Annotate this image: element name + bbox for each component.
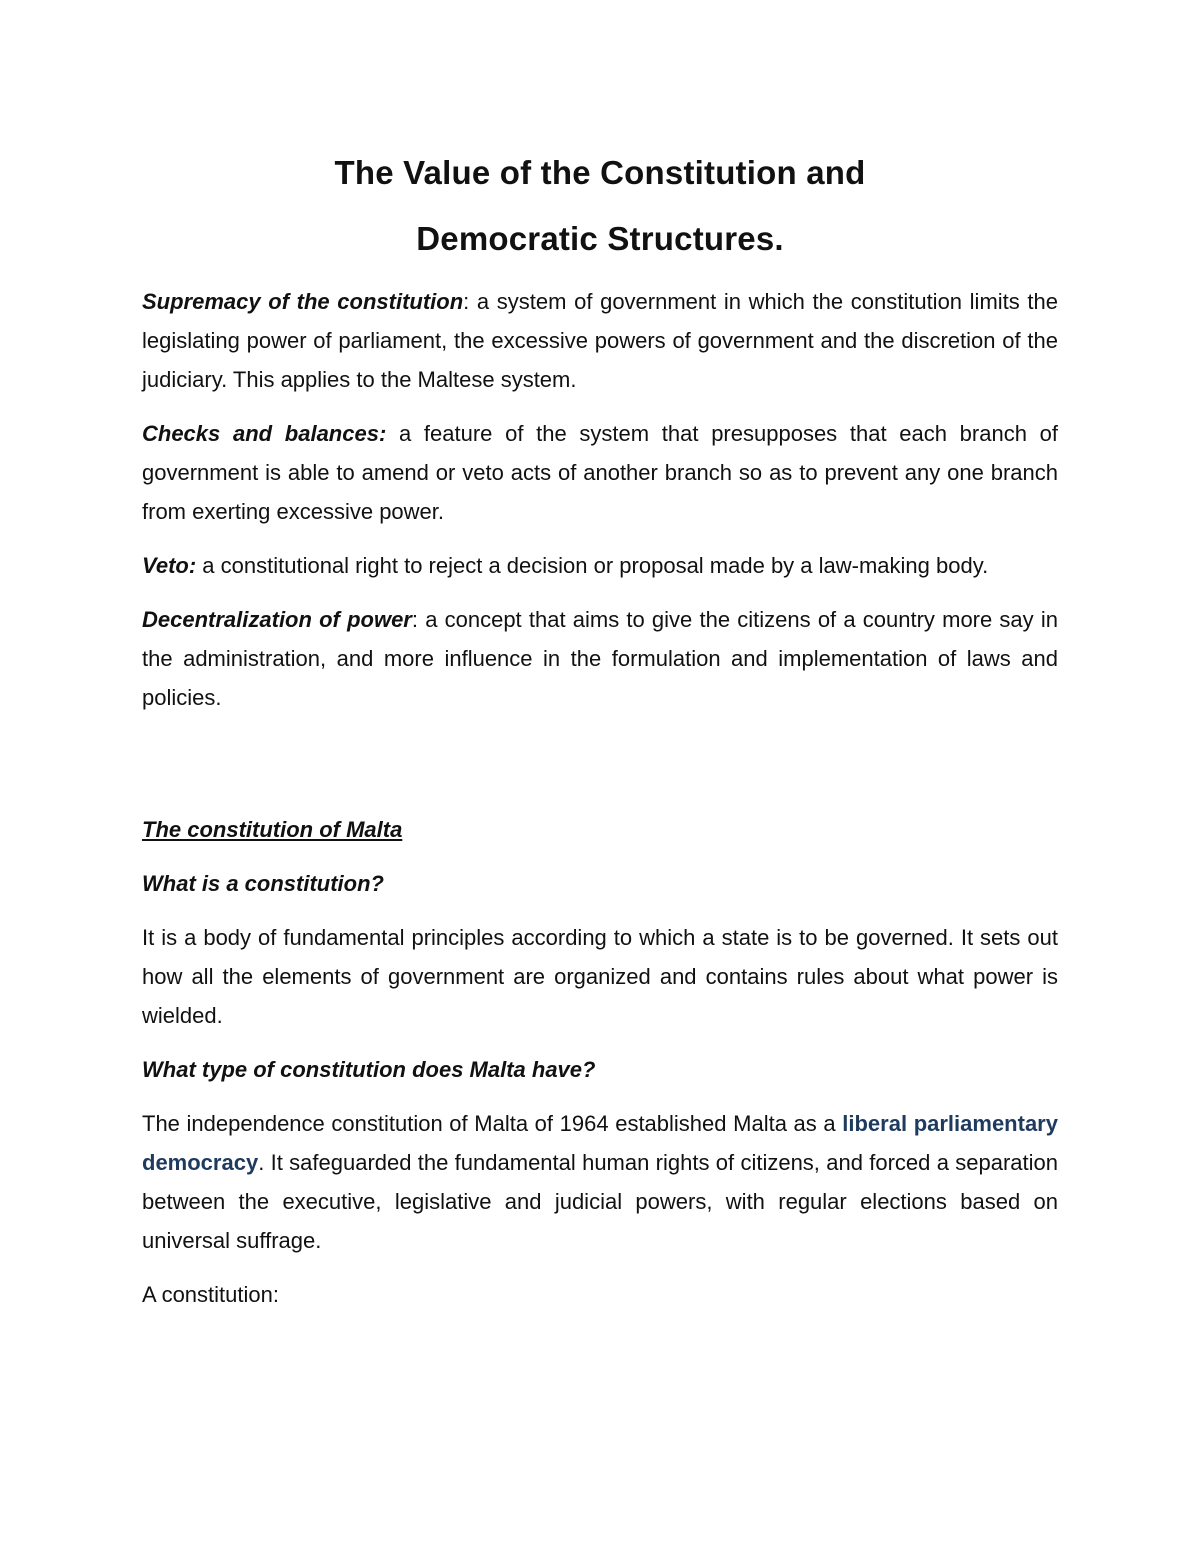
question-what-is-constitution: What is a constitution? bbox=[142, 871, 384, 896]
definition-term: Decentralization of power bbox=[142, 607, 412, 632]
title-line-2: Democratic Structures. bbox=[416, 220, 784, 257]
definition-term: Veto: bbox=[142, 553, 197, 578]
definition-checks-balances bbox=[142, 414, 1058, 531]
document-page bbox=[142, 140, 1058, 1329]
answer-text-before: The independence constitution of Malta of 1964 established Malta as a bbox=[142, 1111, 843, 1136]
question-type-of-constitution: What type of constitution does Malta have? bbox=[142, 1057, 596, 1082]
title-line-1: The Value of the Constitution and bbox=[334, 154, 866, 191]
definition-veto bbox=[142, 546, 1058, 585]
definition-separator: : bbox=[411, 607, 418, 632]
definition-term: Checks and balances: bbox=[142, 421, 387, 446]
page-title bbox=[142, 140, 1058, 272]
definition-text: a system of government in which the constitution limits the legislating power of parliament, the excessive powers of government and the discretion of the judiciary. This applies to the Maltese system. bbox=[142, 289, 1058, 392]
definition-text: a concept that aims to give the citizens of a country more say in the administration, and more influence in the formulation and implementation of laws and policies. bbox=[142, 607, 1058, 710]
definition-text: a constitutional right to reject a decision or proposal made by a law-making body. bbox=[196, 553, 989, 578]
constitution-list-intro: A constitution: bbox=[142, 1282, 279, 1307]
definition-decentralization bbox=[142, 600, 1058, 717]
definition-supremacy bbox=[142, 282, 1058, 399]
definition-separator: : bbox=[463, 289, 470, 314]
answer-what-is-constitution: It is a body of fundamental principles according to which a state is to be governed. It sets out how all the elements of government are organized and contains rules about what power is wielded. bbox=[142, 925, 1058, 1028]
highlighted-term: liberal parliamentary democracy bbox=[142, 1111, 1058, 1175]
definition-text: a feature of the system that presupposes that each branch of government is able to amend or veto acts of another branch so as to prevent any one branch from exerting excessive power. bbox=[142, 421, 1058, 524]
definition-term: Supremacy of the constitution bbox=[142, 289, 464, 314]
section-heading: The constitution of Malta bbox=[142, 817, 403, 842]
answer-type-of-constitution bbox=[142, 1104, 1058, 1260]
section-spacer bbox=[142, 732, 1058, 810]
answer-text-after: . It safeguarded the fundamental human rights of citizens, and forced a separation between the executive, legislative and judicial powers, with regular elections based on universal suffrage. bbox=[142, 1150, 1058, 1253]
